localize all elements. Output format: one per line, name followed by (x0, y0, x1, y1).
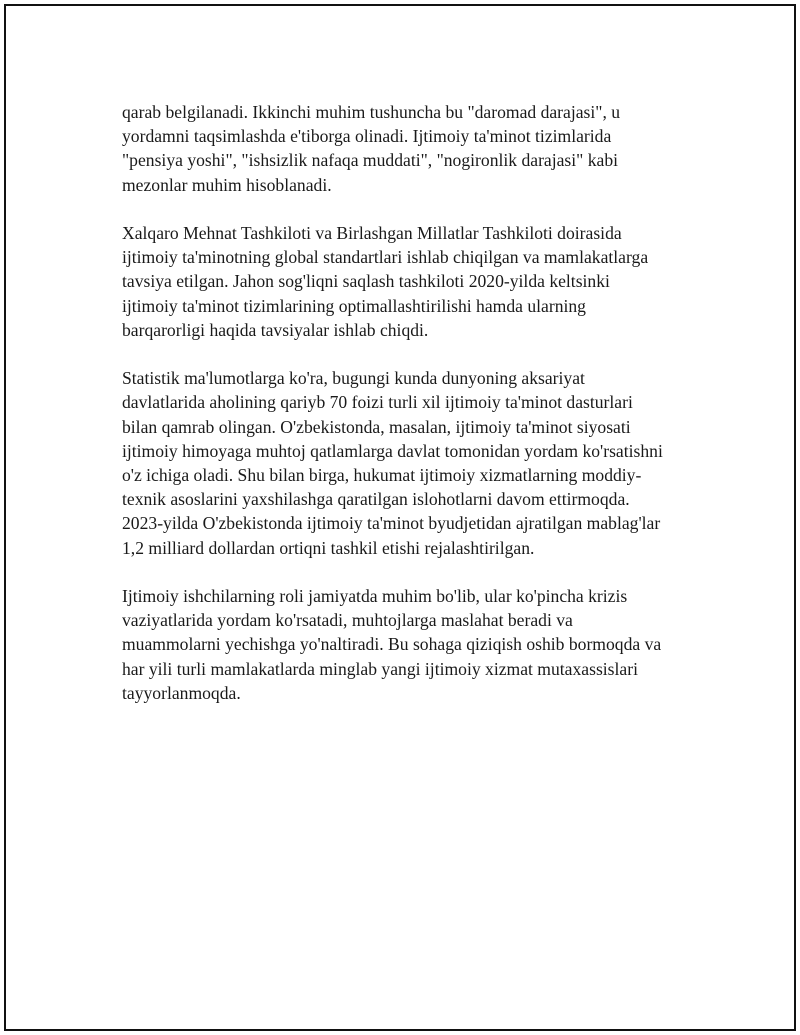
text-line: davlatlarida aholining qariyb 70 foizi turli xil ijtimoiy ta'minot dasturlari (122, 392, 633, 413)
paragraph-1 (122, 100, 712, 197)
text-line: 2023-yilda O'zbekistonda ijtimoiy ta'minot byudjetidan ajratilgan mablag'lar (122, 513, 661, 534)
text-line: texnik asoslarini yaxshilashga qaratilgan islohotlarni davom ettirmoqda. (122, 489, 630, 510)
paragraph-4 (122, 584, 712, 705)
text-line: qarab belgilanadi. Ikkinchi muhim tushuncha bu "daromad darajasi", u (122, 102, 621, 122)
text-line: ijtimoiy himoyaga muhtoj qatlamlarga davlat tomonidan yordam ko'rsatishni (122, 440, 663, 461)
text-line: o'z ichiga oladi. Shu bilan birga, hukumat ijtimoiy xizmatlarning moddiy- (122, 465, 642, 486)
text-line: barqarorligi haqida tavsiyalar ishlab chiqdi. (122, 319, 429, 340)
text-line: Ijtimoiy ishchilarning roli jamiyatda muhim bo'lib, ular ko'pincha krizis (122, 586, 628, 607)
text-line: 1,2 milliard dollardan ortiqni tashkil etishi rejalashtirilgan. (122, 537, 535, 558)
text-line: mezonlar muhim hisoblanadi. (122, 174, 332, 195)
text-line: Statistik ma'lumotlarga ko'ra, bugungi kunda dunyoning aksariyat (122, 368, 585, 389)
paragraph-3 (122, 366, 712, 560)
page-frame (4, 4, 796, 1031)
text-line: ijtimoiy ta'minotning global standartlari ishlab chiqilgan va mamlakatlarga (122, 247, 649, 268)
text-line: muammolarni yechishga yo'naltiradi. Bu sohaga qiziqish oshib bormoqda va (122, 634, 662, 655)
text-line: tavsiya etilgan. Jahon sog'liqni saqlash tashkiloti 2020-yilda keltsinki (122, 271, 610, 292)
text-line: vaziyatlarida yordam ko'rsatadi, muhtojlarga maslahat beradi va (122, 610, 573, 631)
text-line: har yili turli mamlakatlarda minglab yangi ijtimoiy xizmat mutaxassislari (122, 658, 638, 679)
text-line: "pensiya yoshi", "ishsizlik nafaqa muddati", "nogironlik darajasi" kabi (122, 150, 619, 171)
paragraph-2 (122, 221, 712, 342)
text-line: yordamni taqsimlashda e'tiborga olinadi. Ijtimoiy ta'minot tizimlarida (122, 126, 612, 147)
document-body (122, 100, 712, 729)
text-line: bilan qamrab olingan. O'zbekistonda, masalan, ijtimoiy ta'minot siyosati (122, 416, 631, 437)
text-line: ijtimoiy ta'minot tizimlarining optimallashtirilishi hamda ularning (122, 295, 586, 316)
text-line: tayyorlanmoqda. (122, 682, 241, 703)
text-line: Xalqaro Mehnat Tashkiloti va Birlashgan Millatlar Tashkiloti doirasida (122, 223, 622, 243)
